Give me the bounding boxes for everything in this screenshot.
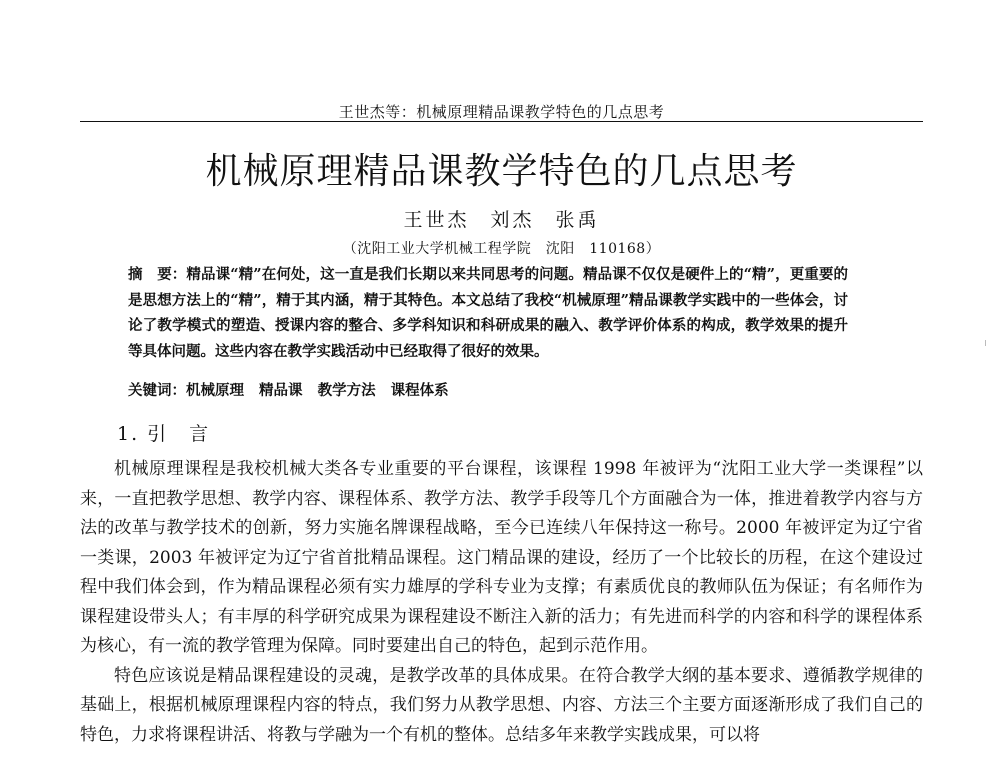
body-paragraph: 特色应该说是精品课程建设的灵魂，是教学改革的具体成果。在符合教学大纲的基本要求、遵循教学规律的基础上，根据机械原理课程内容的特点，我们努力从教学思想、内容、方法三个主要方面逐渐形成了我们自己的特色，力求将课程讲活、将教与学融为一个有机的整体。总结多年来教学实践成果，可以将 [80, 665, 923, 745]
scan-mark [985, 340, 986, 346]
paper-title: 机械原理精品课教学特色的几点思考 [205, 151, 798, 192]
body-text [80, 455, 923, 750]
section-heading-introduction: 1. 引 言 [117, 423, 211, 445]
keywords-label: 关键词： [128, 382, 186, 399]
header-rule [80, 121, 923, 122]
abstract-label: 摘 要： [128, 266, 187, 283]
running-head: 王世杰等：机械原理精品课教学特色的几点思考 [338, 103, 665, 121]
body-paragraph: 机械原理课程是我校机械大类各专业重要的平台课程，该课程 1998 年被评为“沈阳工业大学一类课程”以来，一直把教学思想、教学内容、课程体系、教学方法、教学手段等几个方面融合为一体，推进着教学内容与方法的改革与教学技术的创新，努力实施名牌课程战略，至今已连续八年保持这一称号。2000 年被评定为辽宁省一类课，2003 年被评定为辽宁省首批精品课程。这门精品课的建设，经历了一个比较长的历程，在这个建设过程中我们体会到，作为精品课程必须有实力雄厚的学科专业为支撑；有素质优良的教师队伍为保证；有名师作为课程建设带头人；有丰厚的科学研究成果为课程建设不断注入新的活力；有先进而科学的内容和科学的课程体系为核心，有一流的教学管理为保障。同时要建出自己的特色，起到示范作用。 [80, 459, 923, 656]
affiliation: （沈阳工业大学机械工程学院 沈阳 110168） [342, 241, 661, 257]
keywords [128, 379, 848, 400]
abstract-text: 精品课“精”在何处，这一直是我们长期以来共同思考的问题。精品课不仅仅是硬件上的“精”，更重要的是思想方法上的“精”，精于其内涵，精于其特色。本文总结了我校“机械原理”精品课教学实践中的一些体会，讨论了教学模式的塑造、授课内容的整合、多学科知识和科研成果的融入、教学评价体系的构成，教学效果的提升等具体问题。这些内容在教学实践活动中已经取得了很好的效果。 [128, 266, 849, 360]
keywords-text: 机械原理 精品课 教学方法 课程体系 [186, 382, 449, 399]
abstract [128, 262, 848, 364]
author-list: 王世杰 刘杰 张禹 [403, 209, 600, 231]
